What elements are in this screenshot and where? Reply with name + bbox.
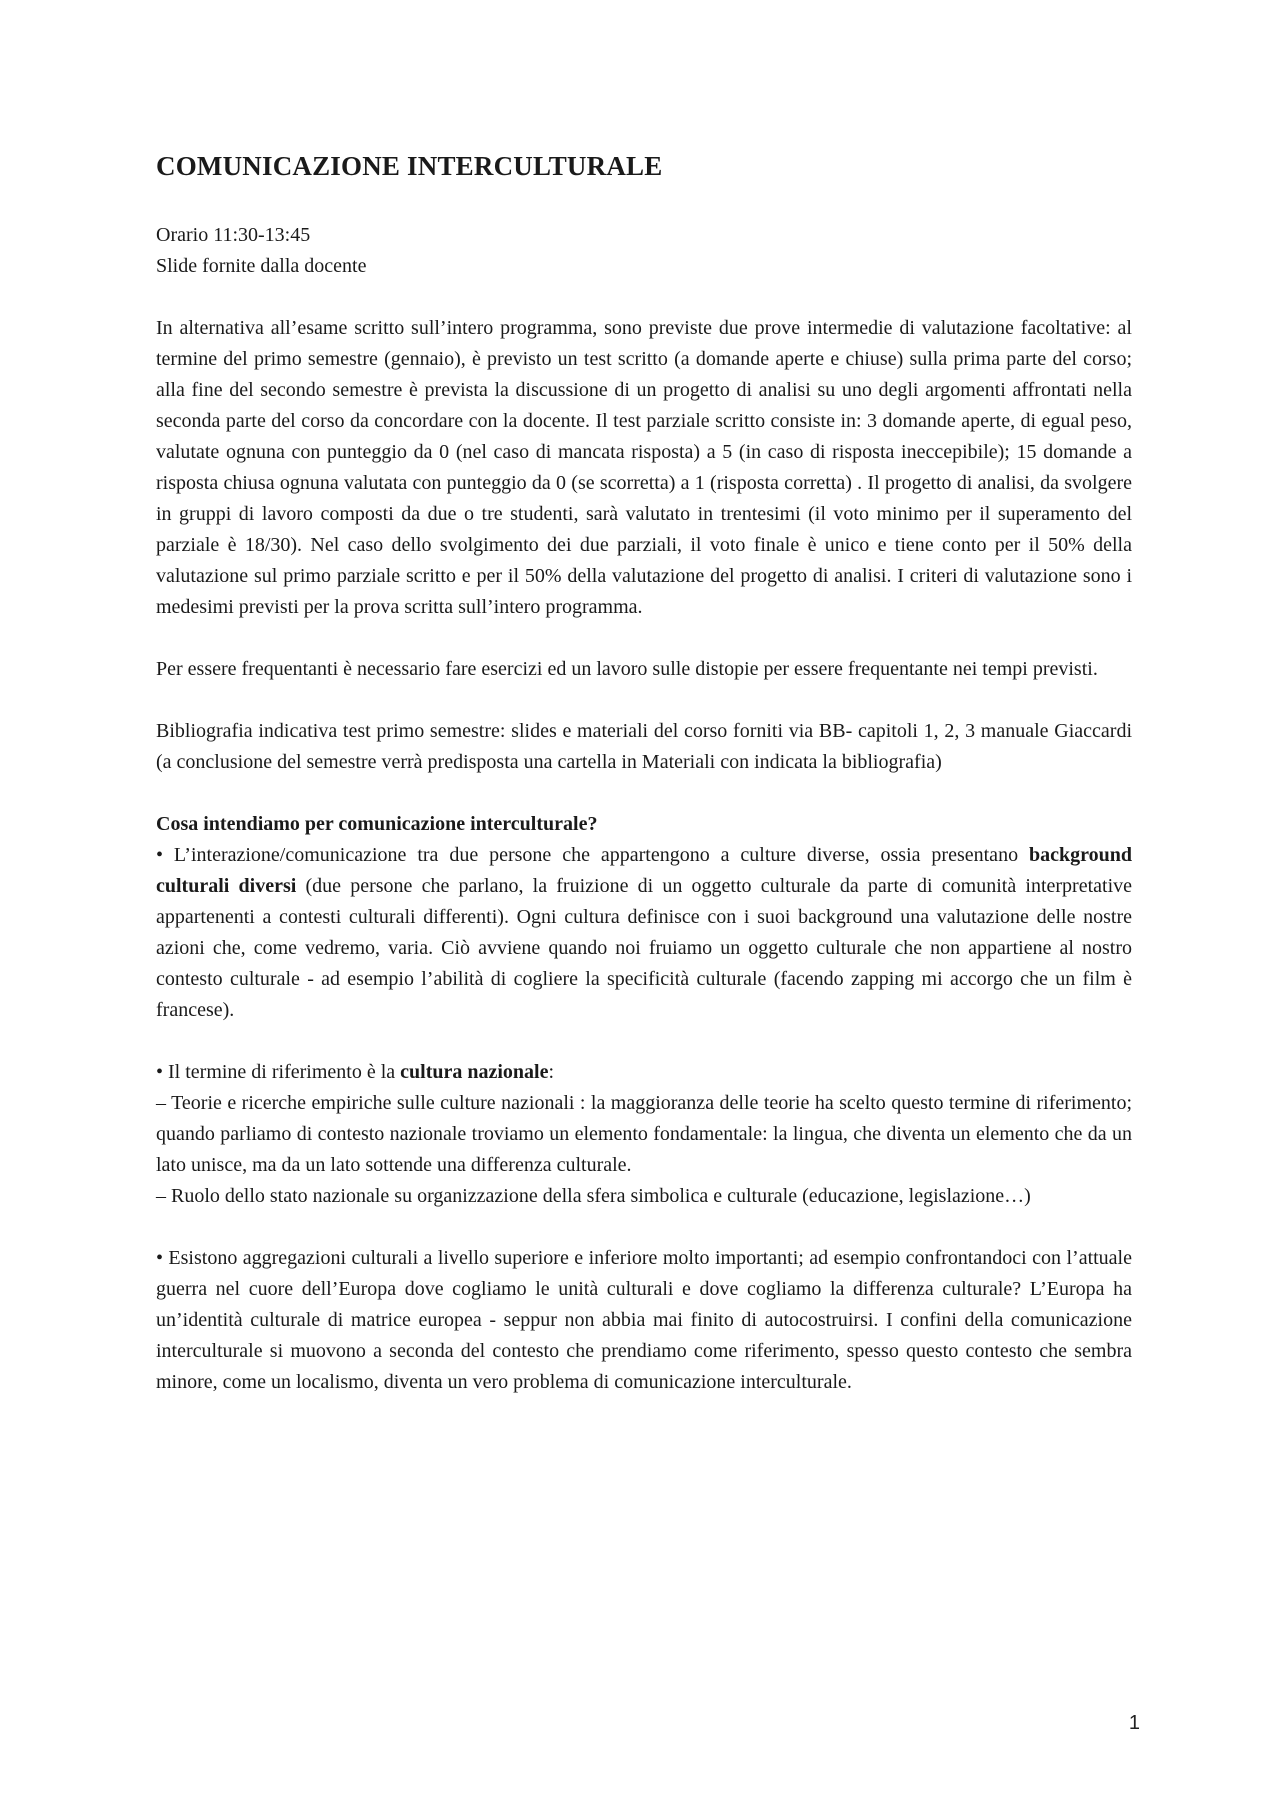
section-definition [156,809,1132,1026]
bullet-definition-text: • L’interazione/comunicazione tra due persone che appartengono a culture diverse, ossia presentano [156,844,1029,867]
document-page [156,150,1132,1429]
bibliography-paragraph: Bibliografia indicativa test primo semestre: slides e materiali del corso forniti via BB- capitoli 1, 2, 3 manuale Giaccardi (a conclusione del semestre verrà predisposta una cartella in Materiali con indicata la bibliografia) [156,720,1132,774]
section-national-culture [156,1057,1132,1212]
dash-item-state-role: – Ruolo dello stato nazionale su organizzazione della sfera simbolica e culturale (educazione, legislazione…) [156,1185,1031,1208]
attendance-paragraph: Per essere frequentanti è necessario fare esercizi ed un lavoro sulle distopie per essere frequentante nei tempi previsti. [156,658,1098,681]
bullet-definition-rest: (due persone che parlano, la fruizione di un oggetto culturale da parte di comunità interpretative appartenenti a contesti culturali differenti). Ogni cultura definisce con i suoi background una valutazione delle nostre azioni che, come vedremo, varia. Ciò avviene quando noi fruiamo un oggetto culturale che non appartiene al nostro contesto culturale - ad esempio l’abilità di cogliere la specificità culturale (facendo zapping mi accorgo che un film è francese). [156,875,1133,1022]
document-title: COMUNICAZIONE INTERCULTURALE [156,151,663,181]
bullet-national-culture [156,1057,1132,1088]
slides-line: Slide fornite dalla docente [156,255,367,278]
page-number: 1 [1128,1712,1140,1734]
exam-paragraph: In alternativa all’esame scritto sull’intero programma, sono previste due prove intermedie di valutazione facoltative: al termine del primo semestre (gennaio), è previsto un test scritto (a domande aperte e chiuse) sulla prima parte del corso; alla fine del secondo semestre è prevista la discussione di un progetto di analisi su uno degli argomenti affrontati nella seconda parte del corso da concordare con la docente. Il test parziale scritto consiste in: 3 domande aperte, di egual peso, valutate ognuna con punteggio da 0 (nel caso di mancata risposta) a 5 (in caso di risposta ineccepibile); 15 domande a risposta chiusa ognuna valutata con punteggio da 0 (se scorretta) a 1 (risposta corretta) . Il progetto di analisi, da svolgere in gruppi di lavoro composti da due o tre studenti, sarà valutato in trentesimi (il voto minimo per il superamento del parziale è 18/30). Nel caso dello svolgimento dei due parziali, il voto finale è unico e tiene conto per il 50% della valutazione sul primo parziale scritto e per il 50% della valutazione del progetto di analisi. I criteri di valutazione sono i medesimi previsti per la prova scritta sull’intero programma. [156,317,1132,619]
bullet-definition-bold: background culturali diversi [156,844,1132,898]
section-heading: Cosa intendiamo per comunicazione interculturale? [156,813,598,836]
course-info [156,220,1132,282]
bullet-national-bold: cultura nazionale [400,1061,549,1084]
bullet-definition [156,840,1132,1026]
dash-item-theories: – Teorie e ricerche empiriche sulle culture nazionali : la maggioranza delle teorie ha scelto questo termine di riferimento; quando parliamo di contesto nazionale troviamo un elemento fondamentale: la lingua, che diventa un elemento che da un lato unisce, ma da un lato sottende una differenza culturale. [156,1092,1132,1177]
bullet-national-text: • Il termine di riferimento è la [156,1061,401,1084]
schedule-line: Orario 11:30-13:45 [156,224,311,247]
bullet-aggregations: • Esistono aggregazioni culturali a livello superiore e inferiore molto importanti; ad esempio confrontandoci con l’attuale guerra nel cuore dell’Europa dove cogliamo le unità culturali e dove cogliamo la differenza culturale? L’Europa ha un’identità culturale di matrice europea - seppur non abbia mai finito di autocostruirsi. I confini della comunicazione interculturale si muovono a seconda del contesto che prendiamo come riferimento, spesso questo contesto che sembra minore, come un localismo, diventa un vero problema di comunicazione interculturale. [156,1247,1132,1394]
bullet-national-colon: : [548,1061,555,1084]
